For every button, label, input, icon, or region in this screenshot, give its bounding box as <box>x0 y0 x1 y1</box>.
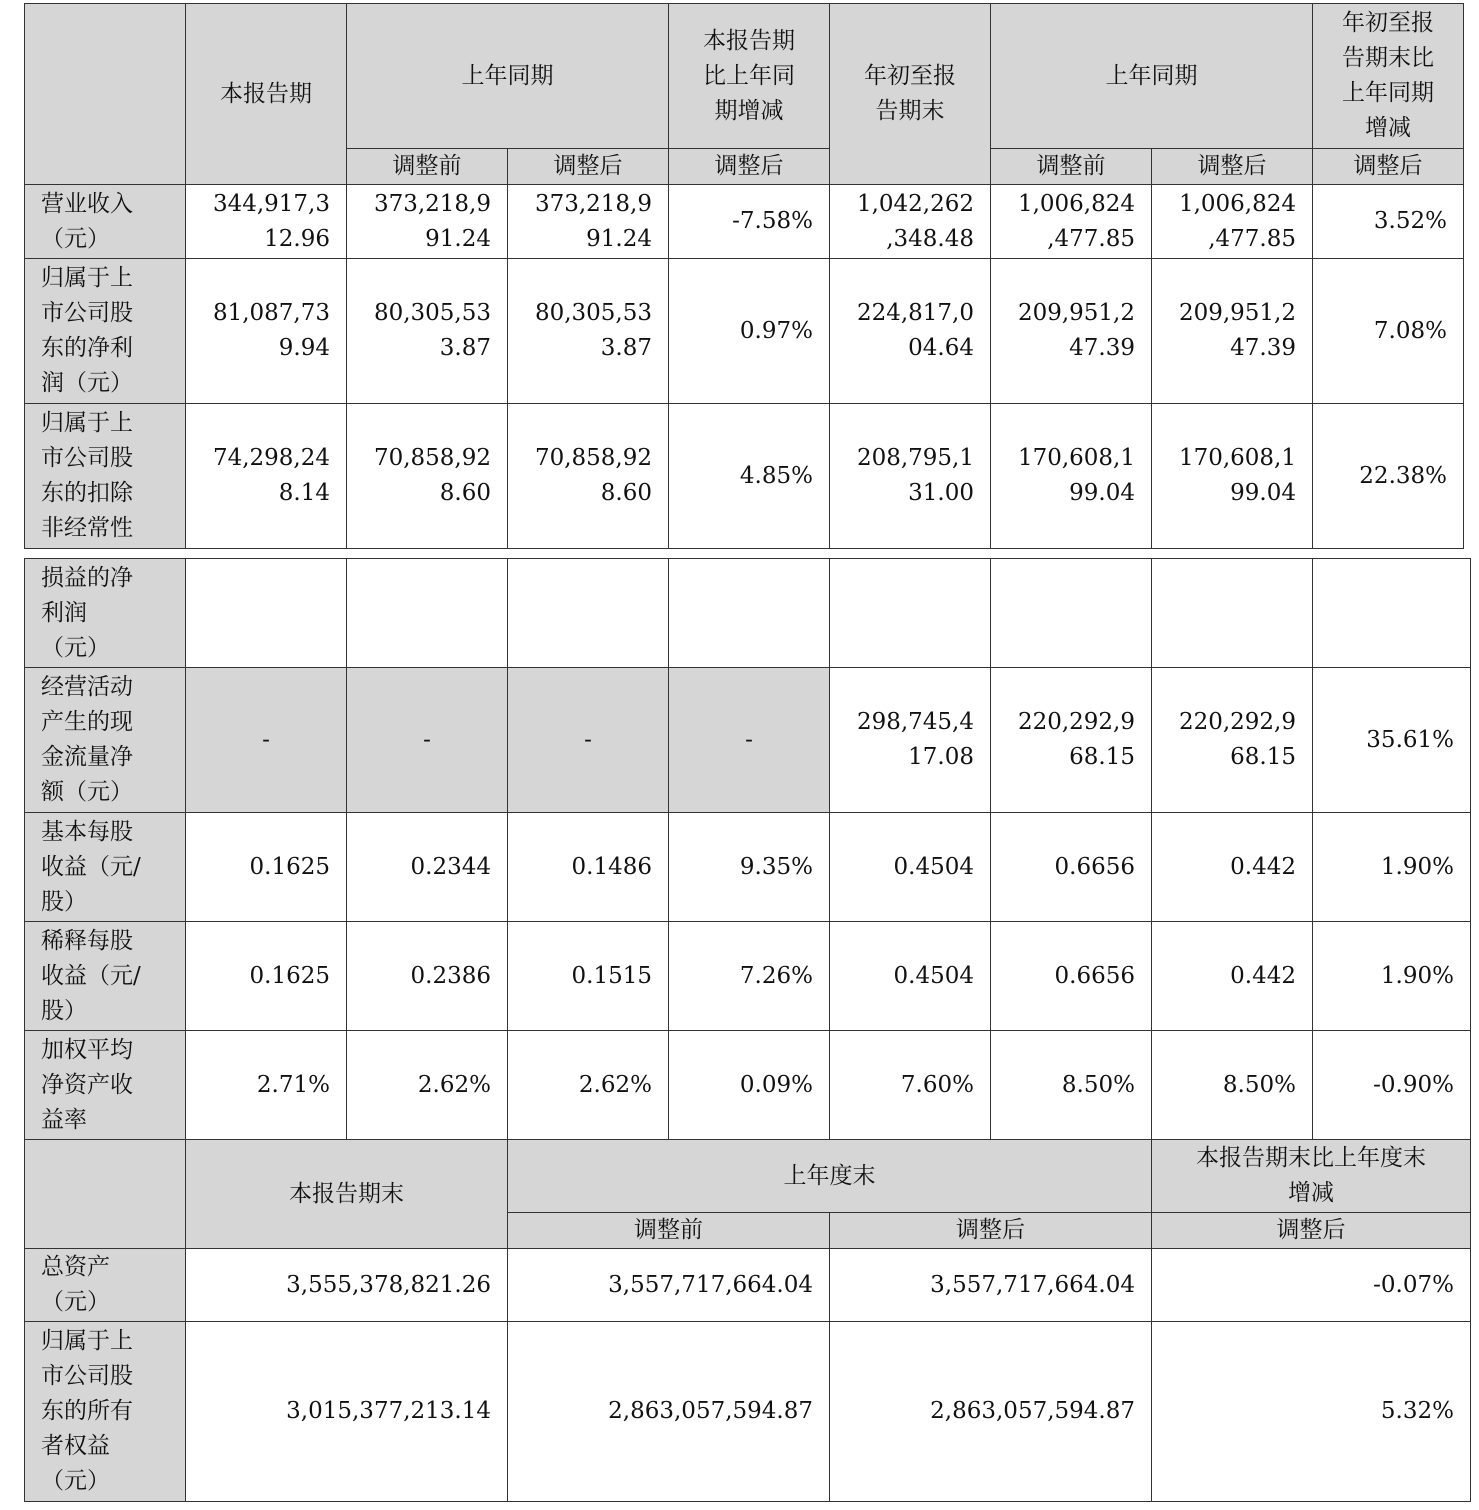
row-label: 归属于上 市公司股 东的扣除 非经常性 <box>25 404 186 549</box>
cell: 0.2386 <box>347 922 508 1031</box>
cell: 3.52% <box>1313 185 1464 259</box>
table-row <box>25 668 1471 813</box>
cell: 373,218,9 91.24 <box>508 185 669 259</box>
row-label: 稀释每股 收益（元/ 股） <box>25 922 186 1031</box>
row-label: 营业收入 （元） <box>25 185 186 259</box>
cell: 1,042,262 ,348.48 <box>830 185 991 259</box>
header-before-adj: 调整前 <box>347 149 508 185</box>
cell: 0.442 <box>1152 813 1313 922</box>
cell <box>669 559 830 668</box>
cell: 0.442 <box>1152 922 1313 1031</box>
cell: 0.97% <box>669 259 830 404</box>
header-change-current: 本报告期 比上年同 期增减 <box>669 4 830 149</box>
cell <box>991 559 1152 668</box>
cell: 2.62% <box>347 1031 508 1140</box>
row-label: 损益的净 利润 （元） <box>25 559 186 668</box>
cell: 3,015,377,213.14 <box>186 1322 508 1502</box>
cell: 7.60% <box>830 1031 991 1140</box>
cell <box>186 559 347 668</box>
row-label: 经营活动 产生的现 金流量净 额（元） <box>25 668 186 813</box>
table-row <box>25 1322 1471 1502</box>
row-label: 归属于上 市公司股 东的所有 者权益 （元） <box>25 1322 186 1502</box>
cell: 3,555,378,821.26 <box>186 1249 508 1322</box>
header-after-adj: 调整后 <box>1313 149 1464 185</box>
cell: - <box>186 668 347 813</box>
cell: 1.90% <box>1313 922 1471 1031</box>
header-current-period: 本报告期 <box>186 4 347 185</box>
cell: 3,557,717,664.04 <box>830 1249 1152 1322</box>
cell: 0.1625 <box>186 813 347 922</box>
cell: 0.1625 <box>186 922 347 1031</box>
table-row <box>25 1249 1471 1322</box>
cell: 80,305,53 3.87 <box>508 259 669 404</box>
header-last-year-same: 上年同期 <box>347 4 669 149</box>
cell: 35.61% <box>1313 668 1471 813</box>
cell <box>347 559 508 668</box>
header-change-ytd: 年初至报 告期末比 上年同期 增减 <box>1313 4 1464 149</box>
cell: -0.90% <box>1313 1031 1471 1140</box>
cell: 2.62% <box>508 1031 669 1140</box>
cell: 70,858,92 8.60 <box>508 404 669 549</box>
row-label: 总资产 （元） <box>25 1249 186 1322</box>
cell: 0.1515 <box>508 922 669 1031</box>
cell: 1,006,824 ,477.85 <box>991 185 1152 259</box>
bottom-header-last-year-end: 上年度末 <box>508 1140 1152 1213</box>
cell: 209,951,2 47.39 <box>1152 259 1313 404</box>
header-corner <box>25 4 186 185</box>
cell: - <box>669 668 830 813</box>
bottom-header-after-adj-change: 调整后 <box>1152 1213 1471 1249</box>
cell: 2,863,057,594.87 <box>830 1322 1152 1502</box>
cell: 1.90% <box>1313 813 1471 922</box>
cell: 220,292,9 68.15 <box>1152 668 1313 813</box>
bottom-header-before-adj: 调整前 <box>508 1213 830 1249</box>
cell: 22.38% <box>1313 404 1464 549</box>
cell: 7.08% <box>1313 259 1464 404</box>
cell: 209,951,2 47.39 <box>991 259 1152 404</box>
bottom-header-change: 本报告期末比上年度末 增减 <box>1152 1140 1471 1213</box>
row-label: 加权平均 净资产收 益率 <box>25 1031 186 1140</box>
header-ytd: 年初至报 告期末 <box>830 4 991 185</box>
cell: -0.07% <box>1152 1249 1471 1322</box>
cell: 170,608,1 99.04 <box>991 404 1152 549</box>
cell: 70,858,92 8.60 <box>347 404 508 549</box>
financial-table-top <box>24 3 1464 549</box>
header-after-adj: 调整后 <box>508 149 669 185</box>
row-label: 归属于上 市公司股 东的净利 润（元） <box>25 259 186 404</box>
table-row <box>25 559 1471 668</box>
bottom-header-corner <box>25 1140 186 1249</box>
cell: 0.6656 <box>991 922 1152 1031</box>
header-last-year-same-ytd: 上年同期 <box>991 4 1313 149</box>
cell: 8.50% <box>991 1031 1152 1140</box>
cell <box>830 559 991 668</box>
table-row <box>25 813 1471 922</box>
cell: 208,795,1 31.00 <box>830 404 991 549</box>
cell: 9.35% <box>669 813 830 922</box>
cell: 74,298,24 8.14 <box>186 404 347 549</box>
cell: 0.6656 <box>991 813 1152 922</box>
header-after-adj: 调整后 <box>669 149 830 185</box>
cell: 373,218,9 91.24 <box>347 185 508 259</box>
cell: 5.32% <box>1152 1322 1471 1502</box>
cell: 170,608,1 99.04 <box>1152 404 1313 549</box>
cell: 0.4504 <box>830 813 991 922</box>
row-label: 基本每股 收益（元/ 股） <box>25 813 186 922</box>
cell <box>1152 559 1313 668</box>
cell: 8.50% <box>1152 1031 1313 1140</box>
table-row <box>25 259 1464 404</box>
cell: 2,863,057,594.87 <box>508 1322 830 1502</box>
cell <box>1313 559 1471 668</box>
cell <box>508 559 669 668</box>
cell: 80,305,53 3.87 <box>347 259 508 404</box>
financial-table-bottom <box>24 558 1471 1502</box>
cell: 220,292,9 68.15 <box>991 668 1152 813</box>
cell: 7.26% <box>669 922 830 1031</box>
cell: 224,817,0 04.64 <box>830 259 991 404</box>
cell: 298,745,4 17.08 <box>830 668 991 813</box>
cell: 0.09% <box>669 1031 830 1140</box>
header-before-adj: 调整前 <box>991 149 1152 185</box>
cell: 81,087,73 9.94 <box>186 259 347 404</box>
table-row <box>25 185 1464 259</box>
cell: 3,557,717,664.04 <box>508 1249 830 1322</box>
cell: 2.71% <box>186 1031 347 1140</box>
cell: 0.4504 <box>830 922 991 1031</box>
cell: -7.58% <box>669 185 830 259</box>
cell: - <box>508 668 669 813</box>
header-after-adj: 调整后 <box>1152 149 1313 185</box>
table-row <box>25 404 1464 549</box>
bottom-header-period-end: 本报告期末 <box>186 1140 508 1249</box>
cell: 344,917,3 12.96 <box>186 185 347 259</box>
cell: 0.1486 <box>508 813 669 922</box>
cell: 1,006,824 ,477.85 <box>1152 185 1313 259</box>
table-row <box>25 1031 1471 1140</box>
bottom-header-after-adj: 调整后 <box>830 1213 1152 1249</box>
table-row <box>25 922 1471 1031</box>
cell: - <box>347 668 508 813</box>
cell: 0.2344 <box>347 813 508 922</box>
cell: 4.85% <box>669 404 830 549</box>
